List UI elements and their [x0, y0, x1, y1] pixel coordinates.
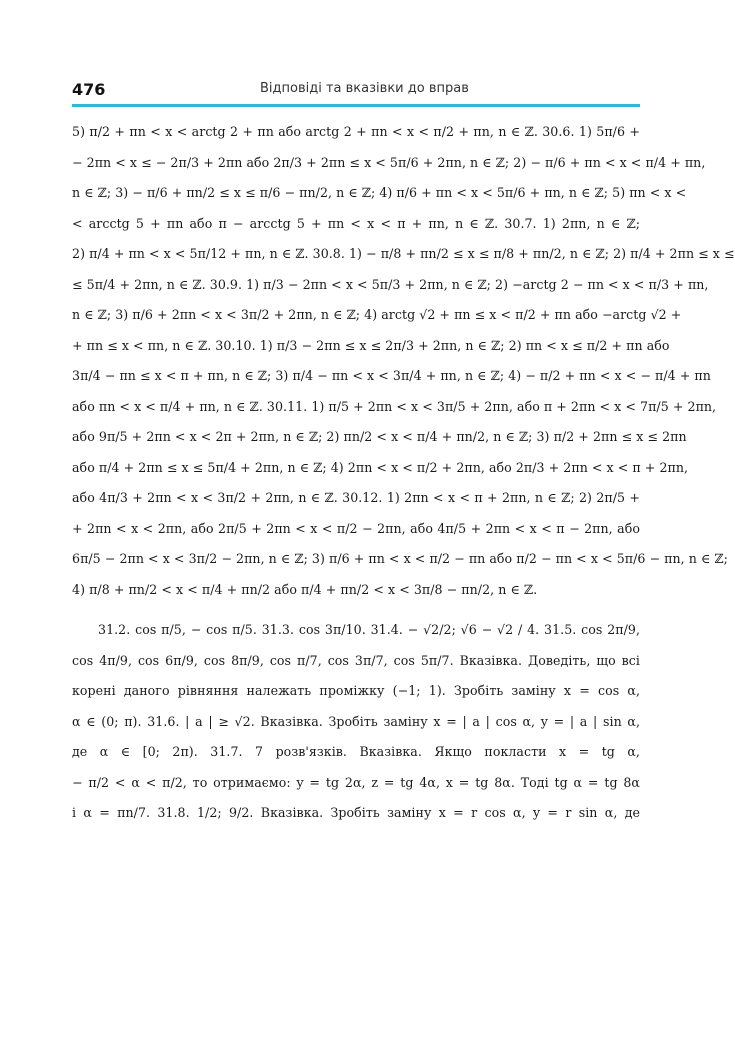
text-line: або π/4 + 2πn ≤ x ≤ 5π/4 + 2πn, n ∈ ℤ; 4) 2πn < x < π/2 + 2πn, або 2π/3 + 2πn < x < π + 2πn,	[72, 459, 689, 475]
text-line: 5) π/2 + πn < x < arctg 2 + πn або arctg 2 + πn < x < π/2 + πn, n ∈ ℤ. 30.6. 1) 5π/6 +	[72, 124, 640, 139]
text-line: де α ∈ [0; 2π). 31.7. 7 розв'язків. Вказівка. Якщо покласти x = tg α,	[72, 744, 640, 759]
text-line: n ∈ ℤ; 3) π/6 + 2πn < x < 3π/2 + 2πn, n ∈ ℤ; 4) arctg √2 + πn ≤ x < π/2 + πn або −arctg √2 +	[72, 307, 682, 322]
text-line: 31.2. cos π/5, − cos π/5. 31.3. cos 3π/10. 31.4. − √2/2; √6 − √2 / 4. 31.5. cos 2π/9,	[98, 622, 640, 637]
text-line: + πn ≤ x < πn, n ∈ ℤ. 30.10. 1) π/3 − 2πn ≤ x ≤ 2π/3 + 2πn, n ∈ ℤ; 2) πn < x ≤ π/2 + πn або	[72, 337, 670, 353]
text-line: 3π/4 − πn ≤ x < π + πn, n ∈ ℤ; 3) π/4 − πn < x < 3π/4 + πn, n ∈ ℤ; 4) − π/2 + πn < x < − π/4 + πn	[72, 368, 711, 383]
text-line: і α = πn/7. 31.8. 1/2; 9/2. Вказівка. Зробіть заміну x = r cos α, y = r sin α, де	[72, 805, 640, 820]
text-line: або 9π/5 + 2πn < x < 2π + 2πn, n ∈ ℤ; 2) πn/2 < x < π/4 + πn/2, n ∈ ℤ; 3) π/2 + 2πn ≤ x ≤ 2πn	[72, 429, 687, 444]
text-line: 4) π/8 + πn/2 < x < π/4 + πn/2 або π/4 + πn/2 < x < 3π/8 − πn/2, n ∈ ℤ.	[72, 581, 538, 597]
text-line: α ∈ (0; π). 31.6. | a | ≥ √2. Вказівка. Зробіть заміну x = | a | cos α, y = | a | sin α,	[72, 713, 640, 729]
running-head: Відповіді та вказівки до вправ	[260, 81, 469, 96]
text-line: 6π/5 − 2πn < x < 3π/2 − 2πn, n ∈ ℤ; 3) π/6 + πn < x < π/2 − πn або π/2 − πn < x < 5π/6 − πn, n ∈ ℤ;	[72, 551, 728, 566]
text-line: n ∈ ℤ; 3) − π/6 + πn/2 ≤ x ≤ π/6 − πn/2, n ∈ ℤ; 4) π/6 + πn < x < 5π/6 + πn, n ∈ ℤ; 5) πn < x <	[72, 185, 687, 200]
text-line: − 2πn < x ≤ − 2π/3 + 2πn або 2π/3 + 2πn ≤ x < 5π/6 + 2πn, n ∈ ℤ; 2) − π/6 + πn < x < π/4 + πn,	[72, 154, 706, 170]
text-line: ≤ 5π/4 + 2πn, n ∈ ℤ. 30.9. 1) π/3 − 2πn < x < 5π/3 + 2πn, n ∈ ℤ; 2) −arctg 2 − πn < x < π/3 + πn,	[72, 276, 709, 292]
page-header	[72, 78, 640, 104]
answers-text	[72, 124, 735, 838]
text-line: або 4π/3 + 2πn < x < 3π/2 + 2πn, n ∈ ℤ. 30.12. 1) 2πn < x < π + 2πn, n ∈ ℤ; 2) 2π/5 +	[72, 490, 640, 505]
text-line: − π/2 < α < π/2, то отримаємо: y = tg 2α, z = tg 4α, x = tg 8α. Тоді tg α = tg 8α	[72, 774, 640, 790]
text-line: < arcctg 5 + πn або π − arcctg 5 + πn < x < π + πn, n ∈ ℤ. 30.7. 1) 2πn, n ∈ ℤ;	[72, 215, 640, 231]
header-rule	[72, 104, 640, 107]
text-line: cos 4π/9, cos 6π/9, cos 8π/9, cos π/7, cos 3π/7, cos 5π/7. Вказівка. Доведіть, що всі	[72, 652, 640, 668]
text-line: корені даного рівняння належать проміжку (−1; 1). Зробіть заміну x = cos α,	[72, 683, 640, 698]
text-line: + 2πn < x < 2πn, або 2π/5 + 2πn < x < π/2 − 2πn, або 4π/5 + 2πn < x < π − 2πn, або	[72, 520, 640, 536]
page-number: 476	[72, 80, 106, 99]
text-line: або πn < x < π/4 + πn, n ∈ ℤ. 30.11. 1) π/5 + 2πn < x < 3π/5 + 2πn, або π + 2πn < x < 7π/5 + 2πn,	[72, 398, 717, 414]
text-line: 2) π/4 + πn < x < 5π/12 + πn, n ∈ ℤ. 30.8. 1) − π/8 + πn/2 ≤ x ≤ π/8 + πn/2, n ∈ ℤ; 2) π/4 + 2πn ≤ x ≤	[72, 246, 735, 261]
